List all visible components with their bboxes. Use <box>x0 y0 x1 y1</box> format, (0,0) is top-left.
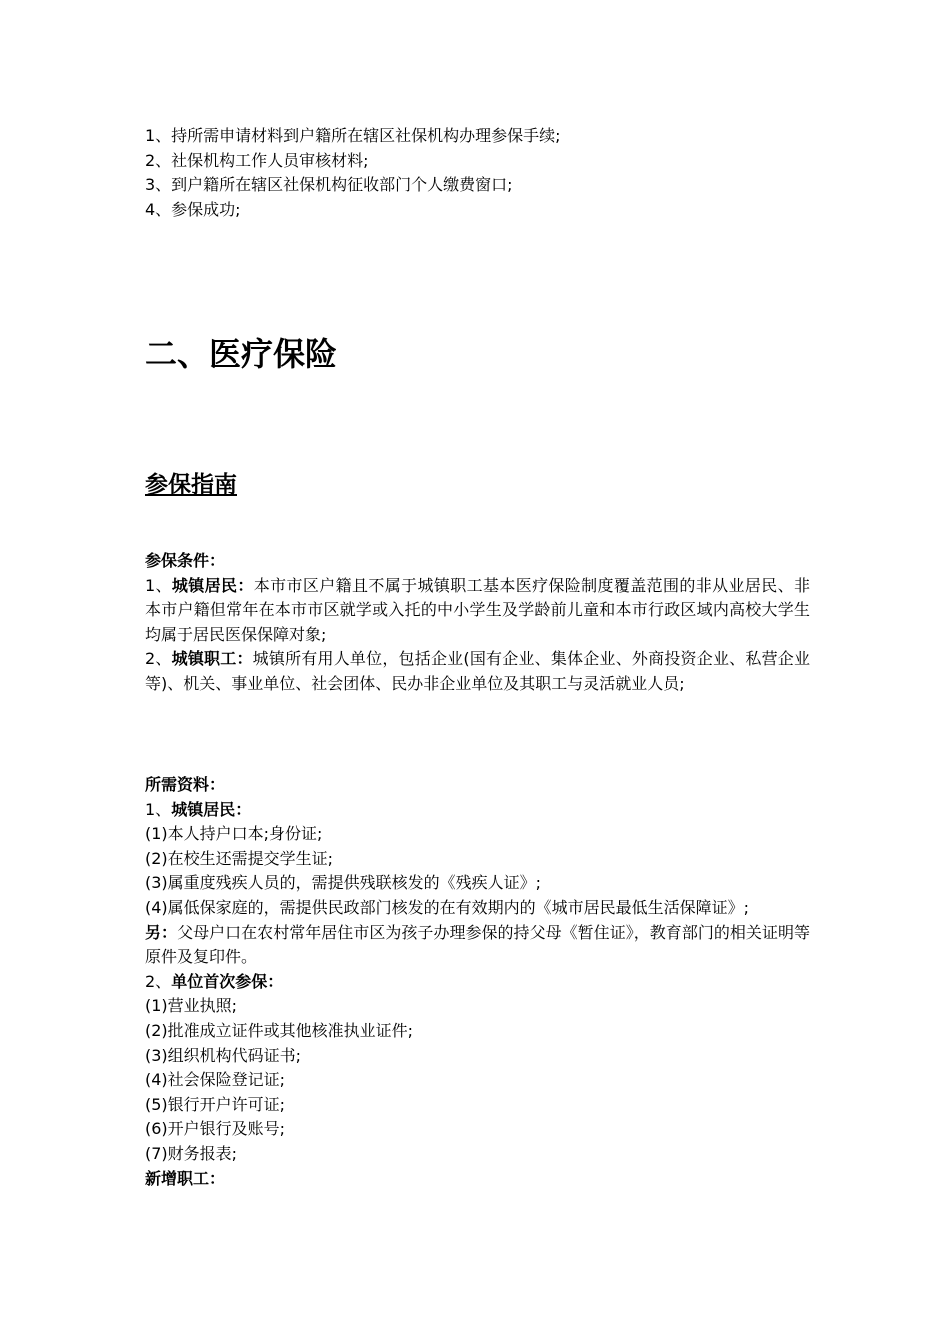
unit-item: (2)批准成立证件或其他核准执业证件; <box>145 1020 414 1040</box>
note-text: 父母户口在农村常年居住市区为孩子办理参保的持父母《暂住证》，教育部门的相关证明等原件及复印件。 <box>145 922 810 967</box>
step-item: 3、到户籍所在辖区社保机构征收部门个人缴费窗口; <box>145 175 513 195</box>
residents-note <box>145 921 810 970</box>
material-item: (3)属重度残疾人员的，需提供残联核发的《残疾人证》; <box>145 873 542 893</box>
material-item: (1)本人持户口本;身份证; <box>145 824 323 844</box>
material-item: (4)属低保家庭的，需提供民政部门核发的在有效期内的《城市居民最低生活保障证》; <box>145 897 750 917</box>
unit-item: (3)组织机构代码证书; <box>145 1045 302 1065</box>
materials-section <box>145 773 810 1191</box>
unit-heading <box>145 970 810 995</box>
guide-title: 参保指南 <box>145 472 237 498</box>
new-staff-label: 新增职工： <box>145 1168 226 1188</box>
section-title: 二、医疗保险 <box>145 335 338 373</box>
material-item: (2)在校生还需提交学生证; <box>145 848 334 868</box>
unit-item: (7)财务报表; <box>145 1143 238 1163</box>
materials-label: 所需资料： <box>145 775 226 794</box>
step-item: 2、社保机构工作人员审核材料; <box>145 150 369 170</box>
condition-term: 城镇职工： <box>171 649 253 669</box>
unit-item: (5)银行开户许可证; <box>145 1094 286 1114</box>
note-term: 另： <box>145 922 178 942</box>
condition-prefix: 2、 <box>145 649 172 669</box>
condition-text: 本市市区户籍且不属于城镇职工基本医疗保险制度覆盖范围的非从业居民、非本市户籍但常年在本市市区就学或入托的中小学生及学龄前儿童和本市行政区域内高校大学生均属于居民医保保障对象; <box>145 575 810 644</box>
unit-item: (1)营业执照; <box>145 996 238 1016</box>
residents-prefix: 1、 <box>145 799 172 819</box>
condition-item <box>145 647 810 696</box>
residents-term: 城镇居民： <box>171 799 252 819</box>
unit-item: (6)开户银行及账号; <box>145 1119 286 1139</box>
unit-prefix: 2、 <box>145 971 172 991</box>
condition-item <box>145 574 810 648</box>
condition-text: 城镇所有用人单位，包括企业(国有企业、集体企业、外商投资企业、私营企业等)、机关、事业单位、社会团体、民办非企业单位及其职工与灵活就业人员; <box>145 649 810 693</box>
unit-item: (4)社会保险登记证; <box>145 1070 286 1090</box>
conditions-label: 参保条件： <box>145 551 226 570</box>
step-item: 4、参保成功; <box>145 199 241 219</box>
unit-term: 单位首次参保： <box>171 971 284 991</box>
condition-term: 城镇居民： <box>171 575 254 595</box>
step-item: 1、持所需申请材料到户籍所在辖区社保机构办理参保手续; <box>145 126 561 145</box>
conditions-section <box>145 549 810 697</box>
condition-prefix: 1、 <box>145 575 172 595</box>
steps-list <box>145 124 810 222</box>
residents-heading <box>145 798 810 823</box>
